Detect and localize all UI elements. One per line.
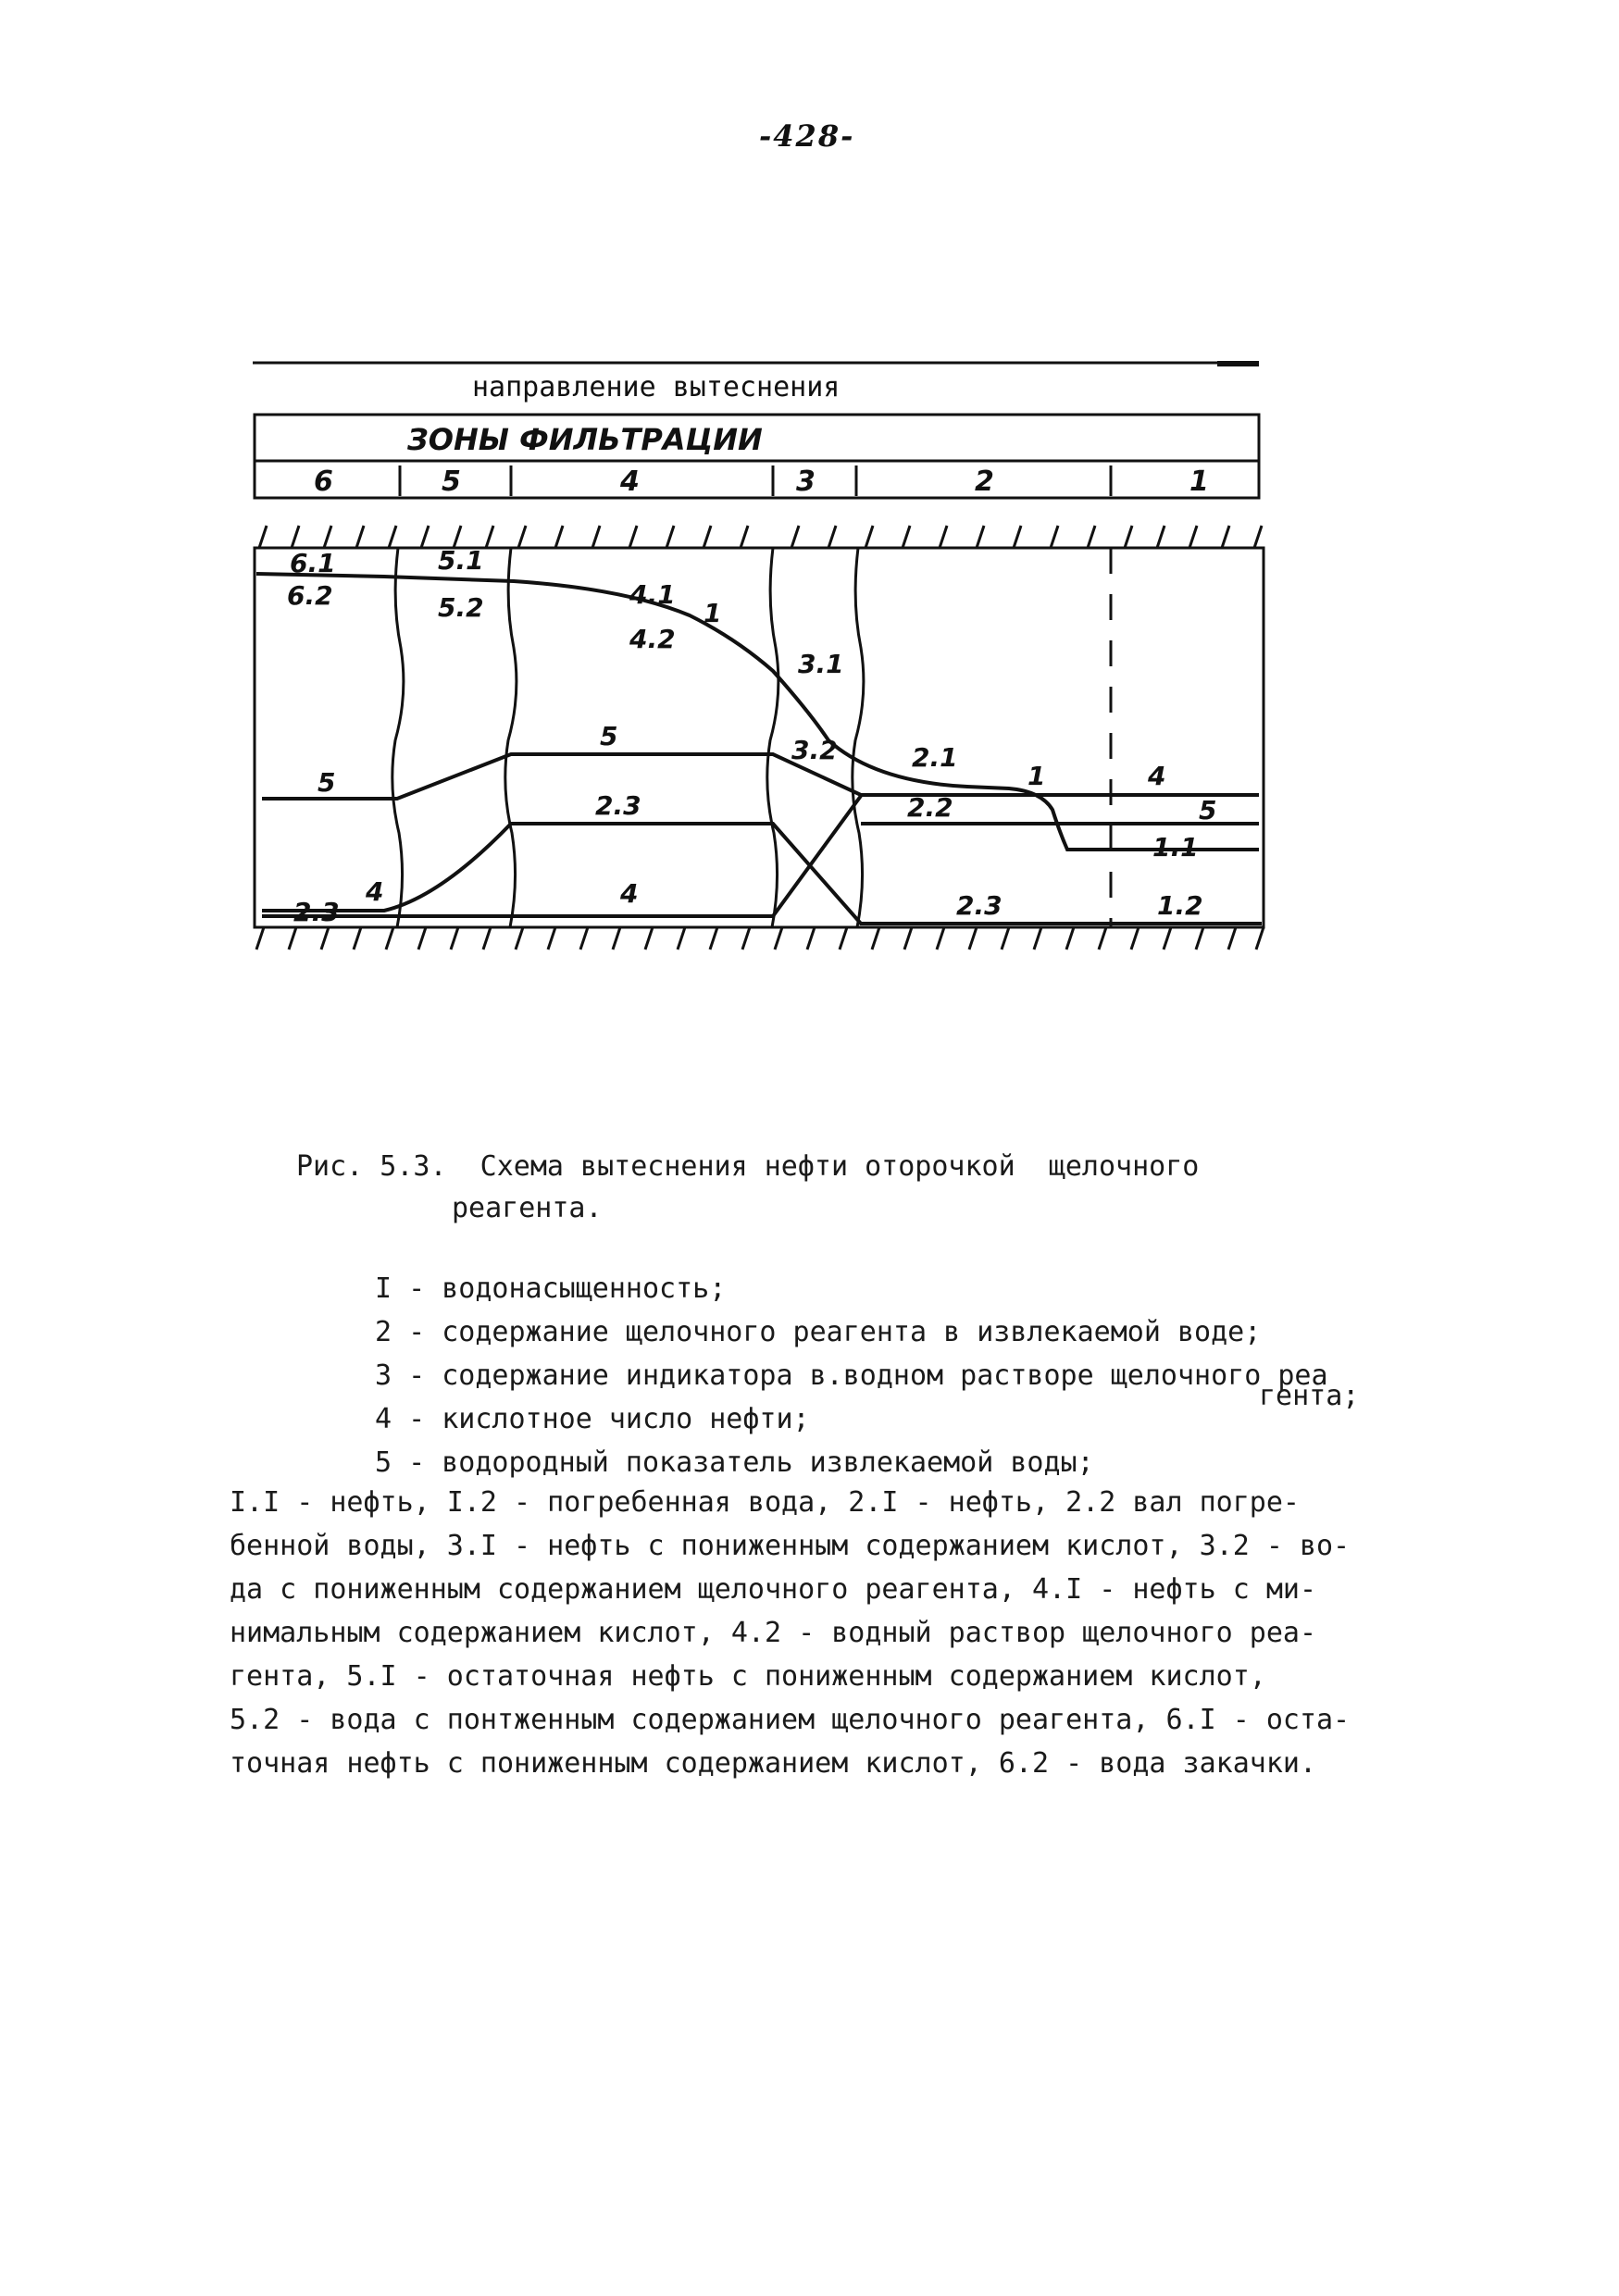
direction-label: направление вытеснения <box>472 371 841 403</box>
paragraph-line: бенной воды, 3.I - нефть с пониженным содержанием кислот, 3.2 - во- <box>230 1530 1351 1562</box>
label-1-1: 1.1 <box>1152 832 1199 863</box>
label-5-left: 5 <box>318 767 336 798</box>
label-1-top: 1 <box>704 598 722 628</box>
label-1-2: 1.2 <box>1157 890 1203 921</box>
zone-boundary-5-4 <box>505 548 517 927</box>
zone-number-3: 3 <box>796 465 816 498</box>
legend-item-3-continuation: гента; <box>1259 1380 1360 1412</box>
label-1-mid: 1 <box>1027 761 1046 791</box>
scheme-svg <box>236 342 1291 990</box>
label-4-right: 4 <box>1148 761 1166 791</box>
label-4-bottom: 4 <box>620 878 639 909</box>
bottom-hatching <box>256 927 1264 949</box>
displacement-scheme-figure <box>236 342 1291 990</box>
top-hatching <box>259 526 1262 548</box>
caption-line-1: Рис. 5.3. Схема вытеснения нефти оторочкой щелочного <box>296 1150 1200 1183</box>
label-5-right: 5 <box>1199 795 1217 825</box>
paragraph-line: да с пониженным содержанием щелочного реагента, 4.I - нефть с ми- <box>230 1573 1316 1606</box>
zone-boundary-4-3 <box>767 548 778 927</box>
label-5-1: 5.1 <box>438 545 484 576</box>
caption-line-2: реагента. <box>452 1192 603 1224</box>
label-4-2: 4.2 <box>629 624 676 654</box>
paragraph-line: гента, 5.I - остаточная нефть с пониженным содержанием кислот, <box>230 1660 1266 1693</box>
legend-item-4: 4 - кислотное число нефти; <box>375 1403 810 1435</box>
label-2-3-mid: 2.3 <box>595 790 641 821</box>
legend-item-3-text: 3 - содержание индикатора в.водном растворе щелочного реа <box>375 1359 1328 1392</box>
label-2-1: 2.1 <box>912 742 958 773</box>
zone-number-5: 5 <box>442 465 461 498</box>
label-4-1: 4.1 <box>629 579 676 610</box>
zone-number-4: 4 <box>620 465 640 498</box>
legend-item-5: 5 - водородный показатель извлекаемой воды; <box>375 1446 1094 1479</box>
figure-caption <box>296 1146 1407 1229</box>
legend-item-2: 2 - содержание щелочного реагента в извлекаемой воде; <box>375 1316 1262 1348</box>
zone-number-1: 1 <box>1189 465 1209 498</box>
label-2-2: 2.2 <box>907 792 953 823</box>
paragraph-line: нимальным содержанием кислот, 4.2 - водный раствор щелочного реа- <box>230 1617 1316 1649</box>
explanation-paragraph <box>230 1481 1398 1785</box>
legend-item-3 <box>375 1354 1421 1412</box>
label-3-2: 3.2 <box>791 735 838 765</box>
curve-5-ph <box>262 754 1259 799</box>
zone-number-6: 6 <box>314 465 333 498</box>
label-5-mid: 5 <box>600 721 618 751</box>
paragraph-line: 5.2 - вода с понтженным содержанием щелочного реагента, 6.I - оста- <box>230 1704 1351 1736</box>
label-2-3-left: 2.3 <box>293 897 340 927</box>
label-6-1: 6.1 <box>290 548 336 578</box>
curve-1-water-saturation <box>256 574 1259 850</box>
paragraph-line: точная нефть с пониженным содержанием кислот, 6.2 - вода закачки. <box>230 1747 1316 1780</box>
label-4-left: 4 <box>366 876 384 907</box>
zone-number-2: 2 <box>975 465 994 498</box>
label-6-2: 6.2 <box>287 580 333 611</box>
zones-title: ЗОНЫ ФИЛЬТРАЦИИ <box>407 422 763 457</box>
label-2-3-right: 2.3 <box>956 890 1003 921</box>
legend-item-1: I - водонасыщенность; <box>375 1272 727 1305</box>
zone-boundary-6-5 <box>392 548 404 927</box>
label-3-1: 3.1 <box>798 649 844 679</box>
legend-list <box>375 1267 1421 1484</box>
label-5-2: 5.2 <box>438 592 484 623</box>
paragraph-line: I.I - нефть, I.2 - погребенная вода, 2.I - нефть, 2.2 вал погре- <box>230 1486 1300 1519</box>
page-number: -428- <box>759 118 855 154</box>
zone-boundary-3-2 <box>853 548 864 927</box>
